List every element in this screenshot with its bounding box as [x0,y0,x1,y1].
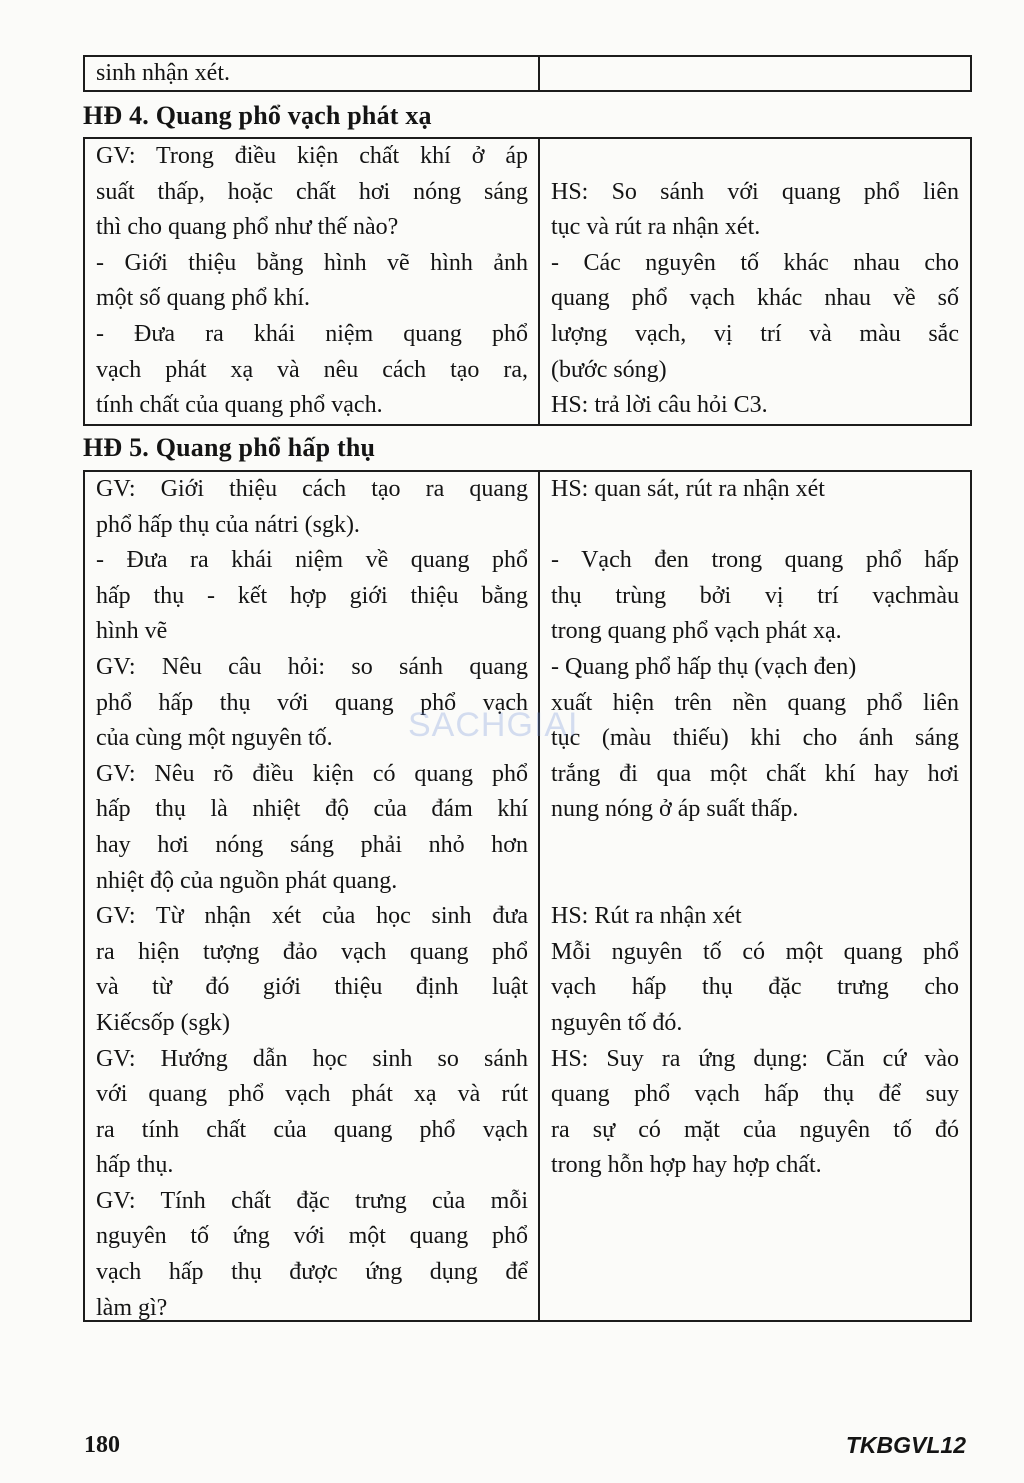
table-hd4 [83,137,972,426]
text-line: vạch hấp thụ được ứng dụng để [96,1259,528,1286]
text-line: xuất hiện trên nền quang phổ liên [551,689,959,716]
text-line: HS: Suy ra ứng dụng: Căn cứ vào [551,1045,959,1072]
text-line: và từ đó giới thiệu định luật [96,974,528,1001]
page-number: 180 [84,1432,120,1458]
student-column-hd4 [551,139,959,424]
text-line: với quang phổ vạch phát xạ và rút [96,1081,528,1108]
text-line: - Vạch đen trong quang phổ hấp [551,547,959,574]
text-line: vạch hấp thụ đặc trưng cho [551,974,959,1001]
text-line: - Giới thiệu bằng hình vẽ hình ảnh [96,249,528,276]
text-line [551,508,959,544]
table-hd5 [83,470,972,1322]
watermark-logo: SACHGIAI [408,706,579,744]
student-column-hd5 [551,472,959,1184]
text-line: GV: Từ nhận xét của học sinh đưa [96,903,528,930]
text-line: Mỗi nguyên tố có một quang phổ [551,938,959,965]
text-line: trắng đi qua một chất khí hay hơi [551,760,959,787]
text-line: ra tính chất của quang phổ vạch [96,1116,528,1143]
text-line: ra sự có mặt của nguyên tố đó [551,1116,959,1143]
text-line: nung nóng ở áp suất thấp. [551,796,799,823]
text-line: GV: Hướng dẫn học sinh so sánh [96,1045,528,1072]
text-line [551,828,959,864]
column-divider [538,472,540,1320]
text-line: sinh nhận xét. [96,60,230,86]
section-heading-hd5: HĐ 5. Quang phổ hấp thụ [83,433,376,462]
top-left-cell [96,56,528,92]
text-line: thụ trùng bởi vị trí vạchmàu [551,582,959,609]
text-line: phổ hấp thụ của nátri (sgk). [96,511,360,538]
text-line: HS: So sánh với quang phổ liên [551,178,959,205]
text-line [551,864,959,900]
text-line: nguyên tố ứng với một quang phổ [96,1223,528,1250]
text-line: phổ hấp thụ với quang phổ vạch [96,689,528,716]
text-line: tục và rút ra nhận xét. [551,214,761,241]
table-continuation [83,55,972,92]
text-line: - Đưa ra khái niệm về quang phổ [96,547,528,574]
text-line: làm gì? [96,1294,168,1321]
text-line: hấp thụ - kết hợp giới thiệu bằng [96,582,528,609]
text-line: tính chất của quang phổ vạch. [96,392,383,419]
text-line: của cùng một nguyên tố. [96,725,333,752]
text-line: GV: Trong điều kiện chất khí ở áp [96,143,528,169]
text-line: ra hiện tượng đảo vạch quang phổ [96,938,528,965]
text-line: lượng vạch, vị trí và màu sắc [551,320,959,347]
text-line: GV: Nêu câu hỏi: so sánh quang [96,653,528,680]
text-line: vạch phát xạ và nêu cách tạo ra, [96,356,528,383]
text-line: HS: trả lời câu hỏi C3. [551,392,768,419]
column-divider [538,57,540,90]
book-code: TKBGVL12 [845,1432,966,1458]
column-divider [538,139,540,424]
text-line: nhiệt độ của nguồn phát quang. [96,867,398,894]
text-line: - Quang phổ hấp thụ (vạch đen) [551,653,857,680]
text-line: một số quang phổ khí. [96,285,310,312]
text-line: suất thấp, hoặc chất hơi nóng sáng [96,178,528,205]
text-line: quang phổ vạch hấp thụ để suy [551,1081,959,1108]
text-line: thì cho quang phổ như thế nào? [96,214,399,241]
text-line: nguyên tố đó. [551,1009,683,1036]
section-heading-hd4: HĐ 4. Quang phổ vạch phát xạ [83,101,432,130]
text-line: trong hỗn hợp hay hợp chất. [551,1152,822,1179]
text-line: (bước sóng) [551,356,667,383]
teacher-column-hd4 [96,139,528,424]
text-line: quang phổ vạch khác nhau về số [551,285,959,312]
text-line: hay hơi nóng sáng phải nhỏ hơn [96,831,528,858]
text-line [551,139,959,175]
text-line: Kiếcsốp (sgk) [96,1009,230,1036]
text-line: GV: Nêu rõ điều kiện có quang phổ [96,760,528,787]
text-line: trong quang phổ vạch phát xạ. [551,618,842,645]
teacher-column-hd5 [96,472,528,1326]
text-line: GV: Giới thiệu cách tạo ra quang [96,476,528,502]
text-line: HS: Rút ra nhận xét [551,903,742,930]
text-line: hấp thụ là nhiệt độ của đám khí [96,796,528,823]
text-line: hấp thụ. [96,1152,174,1179]
text-line: tục (màu thiếu) khi cho ánh sáng [551,725,959,752]
text-line: - Đưa ra khái niệm quang phổ [96,320,528,347]
text-line: - Các nguyên tố khác nhau cho [551,249,959,276]
text-line: GV: Tính chất đặc trưng của mỗi [96,1187,528,1214]
text-line: hình vẽ [96,618,168,645]
text-line: HS: quan sát, rút ra nhận xét [551,476,825,502]
